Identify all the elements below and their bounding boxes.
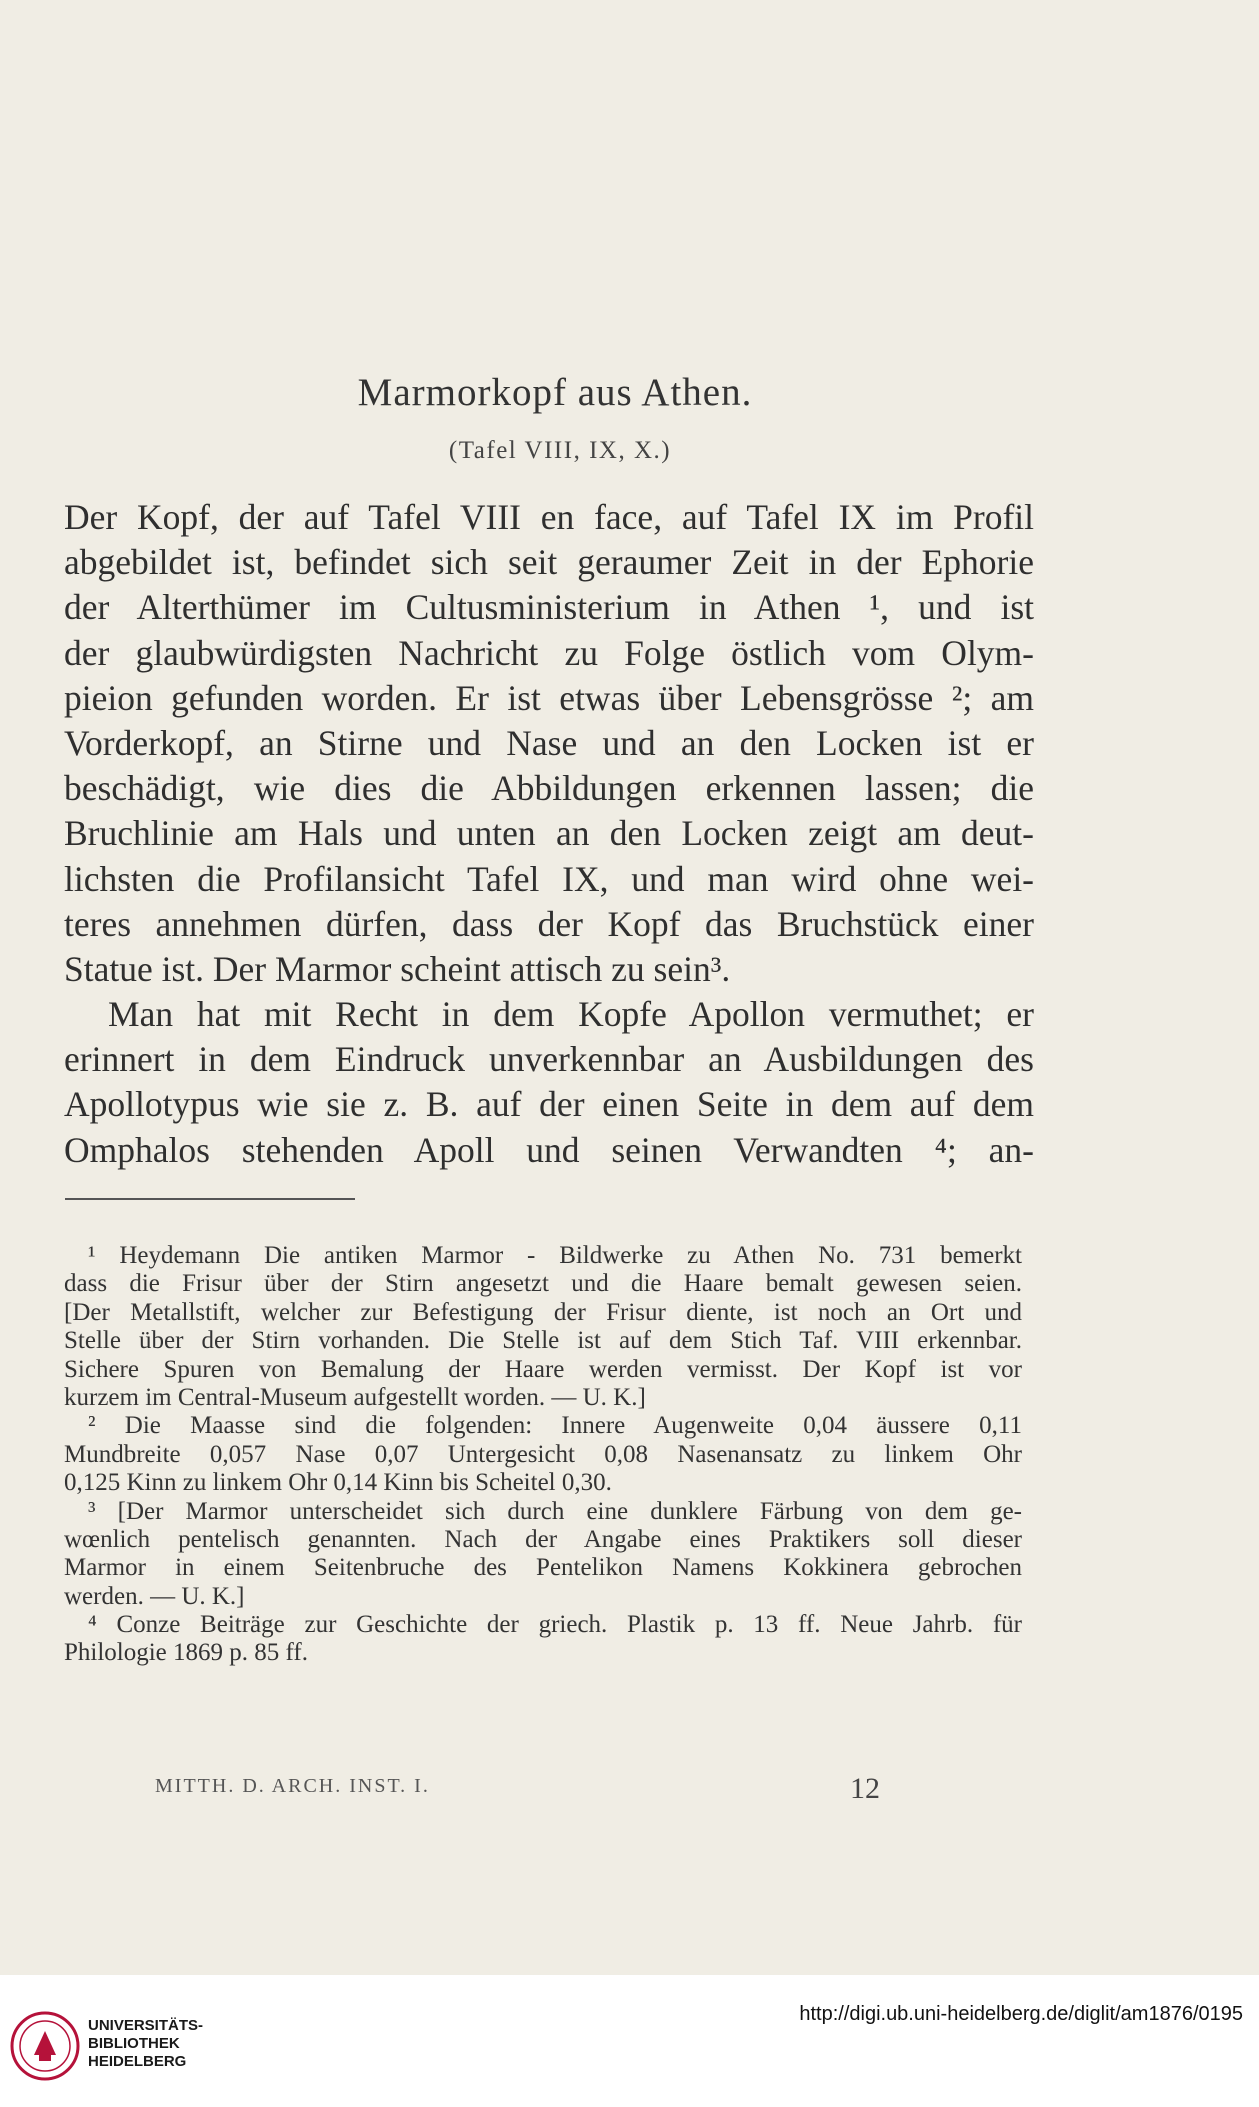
footnote-line: Philologie 1869 p. 85 ff. xyxy=(64,1639,308,1667)
footnote-line: ² Die Maasse sind die folgenden: Innere Augenweite 0,04 äussere 0,11 xyxy=(88,1412,1022,1440)
plate-reference: (Tafel VIII, IX, X.) xyxy=(448,437,672,464)
signature-mark: MITTH. D. ARCH. INST. I. xyxy=(155,1775,430,1797)
body-line: Bruchlinie am Hals und unten an den Locken zeigt am deut- xyxy=(64,813,1034,854)
footnote-line: ³ [Der Marmor unterscheidet sich durch eine dunklere Färbung von dem ge- xyxy=(88,1497,1022,1525)
page-number: 12 xyxy=(850,1772,880,1805)
footnote-line: wœnlich pentelisch genannten. Nach der Angabe eines Praktikers soll dieser xyxy=(64,1525,1022,1553)
library-name-line: HEIDELBERG xyxy=(88,2053,187,2070)
library-name xyxy=(88,2017,203,2071)
footnote-line: ⁴ Conze Beiträge zur Geschichte der griech. Plastik p. 13 ff. Neue Jahrb. für xyxy=(88,1611,1022,1639)
footnote-separator xyxy=(65,1198,355,1200)
footnotes xyxy=(64,1242,1022,1668)
footnote-line: Sichere Spuren von Bemalung der Haare werden vermisst. Der Kopf ist vor xyxy=(64,1355,1022,1383)
footnote-line: 0,125 Kinn zu linkem Ohr 0,14 Kinn bis Scheitel 0,30. xyxy=(64,1469,612,1497)
footnote-line: ¹ Heydemann Die antiken Marmor - Bildwerke zu Athen No. 731 bemerkt xyxy=(88,1242,1022,1269)
footnote-line: Marmor in einem Seitenbruche des Pentelikon Namens Kokkinera gebrochen xyxy=(64,1554,1022,1582)
university-seal-icon xyxy=(10,2011,80,2081)
body-line: erinnert in dem Eindruck unverkennbar an Ausbildungen des xyxy=(64,1039,1034,1080)
footnote-line: [Der Metallstift, welcher zur Befestigung der Frisur diente, ist noch an Ort und xyxy=(64,1298,1022,1326)
footnote-line: kurzem im Central-Museum aufgestellt worden. — U. K.] xyxy=(64,1383,646,1411)
body-line: beschädigt, wie dies die Abbildungen erkennen lassen; die xyxy=(64,768,1034,809)
footnote-line: dass die Frisur über der Stirn angesetzt und die Haare bemalt gewesen seien. xyxy=(64,1270,1022,1298)
footnote-line: werden. — U. K.] xyxy=(64,1582,245,1610)
library-footer xyxy=(0,1975,1259,2107)
footnote-line: Stelle über der Stirn vorhanden. Die Stelle ist auf dem Stich Taf. VIII erkennbar. xyxy=(64,1327,1022,1355)
body-text xyxy=(64,495,1034,1173)
body-line: Omphalos stehenden Apoll und seinen Verwandten ⁴; an- xyxy=(64,1129,1034,1170)
body-line: Vorderkopf, an Stirne und Nase und an den Locken ist er xyxy=(64,722,1034,763)
article-title: Marmorkopf aus Athen. xyxy=(357,371,753,414)
footnote-line: Mundbreite 0,057 Nase 0,07 Untergesicht 0,08 Nasenansatz zu linkem Ohr xyxy=(64,1440,1022,1468)
body-line: Statue ist. Der Marmor scheint attisch zu sein³. xyxy=(64,948,731,989)
body-line: pieion gefunden worden. Er ist etwas über Lebensgrösse ²; am xyxy=(64,677,1034,718)
library-name-line: UNIVERSITÄTS- xyxy=(88,2017,204,2034)
body-line: teres annehmen dürfen, dass der Kopf das Bruchstück einer xyxy=(64,903,1034,944)
library-name-line: BIBLIOTHEK xyxy=(88,2035,180,2052)
body-line: lichsten die Profilansicht Tafel IX, und man wird ohne wei- xyxy=(64,858,1034,899)
body-line: der Alterthümer im Cultusministerium in Athen ¹, und ist xyxy=(64,587,1034,628)
body-line: Man hat mit Recht in dem Kopfe Apollon vermuthet; er xyxy=(108,994,1034,1035)
body-line: abgebildet ist, befindet sich seit geraumer Zeit in der Ephorie xyxy=(64,542,1034,583)
body-line: Apollotypus wie sie z. B. auf der einen Seite in dem auf dem xyxy=(64,1084,1034,1125)
source-url-link[interactable]: http://digi.ub.uni-heidelberg.de/diglit/am1876/0195 xyxy=(799,2003,1243,2025)
body-line: der glaubwürdigsten Nachricht zu Folge östlich vom Olym- xyxy=(64,632,1034,673)
body-line: Der Kopf, der auf Tafel VIII en face, auf Tafel IX im Profil xyxy=(64,497,1034,537)
